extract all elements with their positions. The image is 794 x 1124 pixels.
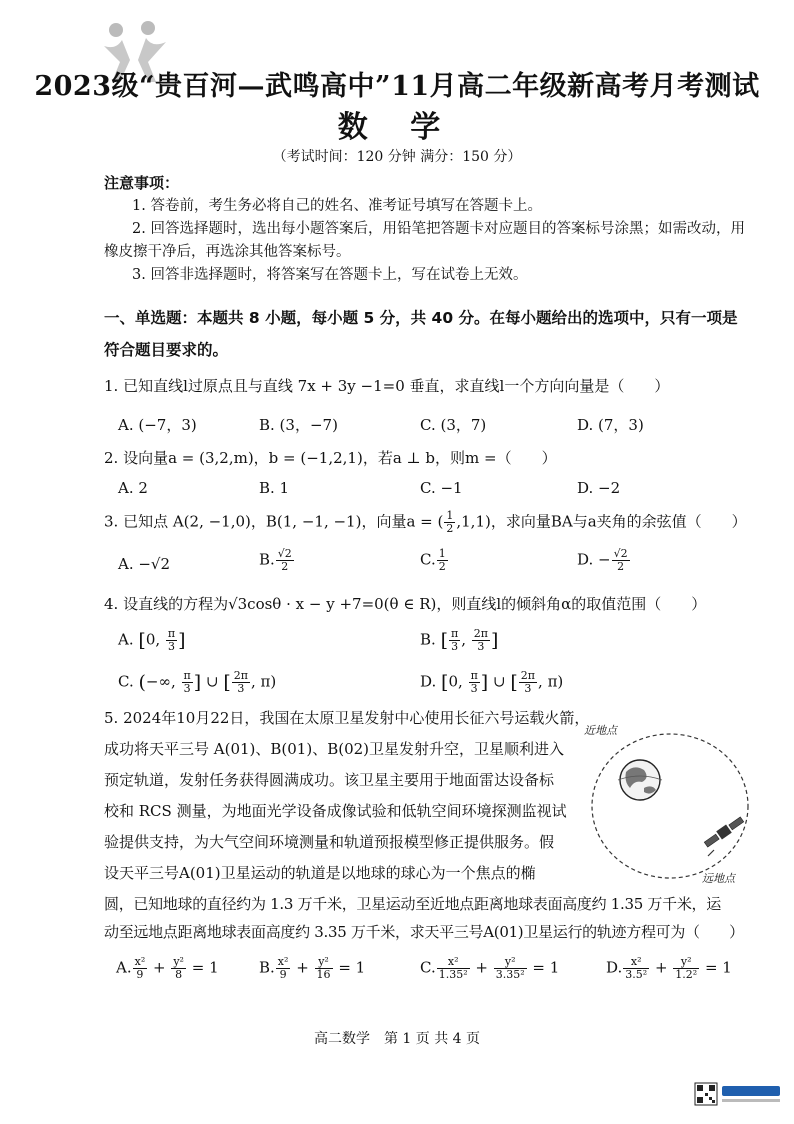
option-label: D.: [606, 958, 623, 977]
option-label: A.: [116, 958, 132, 977]
fraction-denominator: 9: [279, 968, 287, 981]
far-point-label: 远地点: [702, 872, 735, 885]
question-5-line-7: 圆，已知地球的直径约为 1.3 万千米，卫星运动至近地点距离地球表面高度约 1.35 万千米，运: [104, 895, 721, 913]
interval-end: π: [547, 672, 558, 691]
fraction-numerator: y²: [173, 955, 184, 968]
fraction-numerator: 2π: [233, 669, 248, 682]
question-4-option-b: B. [ $\frac{\pi}{3}$ , $\frac{2\pi}{3}$ ]: [420, 627, 499, 653]
notice-item-3: 3. 回答非选择题时，将答案写在答题卡上，写在试卷上无效。: [132, 267, 528, 283]
fraction-numerator: y²: [673, 956, 699, 969]
question-5-line-4: 校和 RCS 测量，为地面光学设备成像试验和低轨空间环境探测监视试: [104, 802, 567, 820]
union-symbol: ∪: [493, 672, 506, 691]
fraction-numerator: x²: [437, 956, 470, 969]
satellite-icon: [703, 815, 745, 848]
question-1-option-b: B. (3，−7): [259, 416, 338, 434]
interval-start: 0: [145, 630, 156, 649]
question-5-line-2: 成功将天平三号 A(01)、B(01)、B(02)卫星发射升空，卫星顺利进入: [104, 740, 565, 758]
fraction-numerator: 2π: [473, 627, 489, 640]
fraction-denominator: 1.2²: [675, 968, 698, 981]
question-2-option-d: D. −2: [577, 479, 621, 497]
question-5-option-c: C. $\frac{\text{x²}}{\text{1.35²}}$ + $\frac{\text{y²}}{\text{3.35²}}$ = 1: [420, 955, 560, 981]
notice-item-1: 1. 答卷前，考生务必将自己的姓名、准考证号填写在答题卡上。: [132, 198, 542, 214]
question-3-option-c: [420, 548, 449, 573]
fraction-denominator: 3: [237, 682, 245, 695]
fraction-denominator: 16: [316, 968, 331, 981]
question-2-stem: 2. 设向量a = (3,2,m)，b = (−1,2,1)，若a ⊥ b，则m =（ ）: [104, 449, 557, 467]
orbit-ellipse: [592, 734, 748, 878]
subject-title: 数 学: [337, 110, 457, 145]
interval-start: −∞: [145, 672, 171, 691]
fraction-denominator: 2: [446, 522, 454, 535]
fraction-numerator: 2π: [520, 669, 536, 682]
orbit-arrow: [708, 850, 714, 856]
question-3-stem-prefix: 3. 已知点 A(2, −1,0)，B(1, −1, −1)，向量a = (: [104, 512, 444, 531]
fraction-numerator: π: [167, 627, 176, 640]
option-label: D. −: [577, 550, 611, 569]
fraction-numerator: 1: [446, 509, 454, 522]
question-5-line-3: 预定轨道，发射任务获得圆满成功。该卫星主要用于地面雷达设备标: [104, 771, 555, 789]
question-1-option-c: C. (3，7): [420, 416, 487, 434]
question-1-option-a: A. (−7，3): [118, 416, 197, 434]
question-5-line-8: 动至远地点距离地球表面高度约 3.35 万千米，求天平三号A(01)卫星运行的轨迹方程可为（ ）: [104, 923, 744, 941]
option-label: B.: [420, 630, 436, 649]
fraction-denominator: 2: [281, 560, 289, 573]
fraction-numerator: 1: [438, 547, 446, 560]
fraction-denominator: 3: [477, 640, 485, 653]
fraction-numerator: π: [451, 627, 459, 640]
fraction-numerator: x²: [623, 956, 649, 969]
question-1-stem: 1. 已知直线l过原点且与直线 7x + 3y −1=0 垂直，求直线l一个方向向量是（ ）: [104, 377, 670, 395]
notice-item-2: 2. 回答选择题时，选出每小题答案后，用铅笔把答题卡对应题目的答案标号涂黑；如需改动，用橡皮擦干净后，再选涂其他答案标号。: [104, 221, 745, 260]
question-4-option-c: C. (−∞, $\frac{\pi}{3}$ ] ∪ [ $\frac{2\pi}{3}$ , π): [118, 669, 277, 695]
option-label: A.: [118, 630, 134, 649]
question-3-stem: [104, 510, 747, 535]
fraction-denominator: 2: [617, 560, 625, 573]
satellite-orbit-diagram: [578, 720, 758, 890]
question-4-option-d: D. [0, $\frac{\pi}{3}$ ] ∪ [ $\frac{2\pi}{3}$ , π): [420, 669, 564, 695]
fraction-numerator: x²: [134, 955, 146, 968]
fraction-numerator: x²: [277, 955, 289, 968]
scanner-badge: [694, 1082, 784, 1108]
question-4-stem: 4. 设直线的方程为√3cosθ · x − y +7=0(θ ∈ R)，则直线l的倾斜角α的取值范围（ ）: [104, 595, 707, 613]
page-title: 2023级“贵百河—武鸣高中”11月高二年级新高考月考测试: [34, 71, 760, 102]
section-heading-single-choice: [104, 302, 752, 366]
question-5-option-b: B. $\frac{\text{x²}}{9}$ + $\frac{\text{y²}}{16}$ = 1: [259, 955, 366, 981]
interval-end: π: [260, 672, 271, 691]
question-3-option-b: [259, 548, 295, 573]
notice-heading: 注意事项：: [104, 174, 180, 192]
option-label: C.: [420, 958, 436, 977]
option-label: C.: [118, 672, 134, 691]
question-2-option-b: B. 1: [259, 479, 290, 497]
fraction-denominator: 3: [451, 640, 459, 653]
fraction-numerator: π: [183, 669, 191, 682]
option-label: B.: [259, 958, 275, 977]
interval-start: 0: [448, 672, 459, 691]
fraction-numerator: π: [470, 669, 478, 682]
question-1-option-d: D. (7，3): [577, 416, 644, 434]
near-point-label: 近地点: [584, 724, 617, 737]
equation-rhs: = 1: [191, 958, 219, 977]
fraction-numerator: y²: [494, 956, 527, 969]
fraction-denominator: 8: [175, 968, 183, 981]
option-label: C.: [420, 550, 436, 569]
scanner-app-icon: [722, 1086, 780, 1096]
fraction-denominator: 3.35²: [495, 968, 525, 981]
question-5-line-6: 设天平三号A(01)卫星运动的轨道是以地球的球心为一个焦点的椭: [104, 864, 536, 882]
union-symbol: ∪: [205, 672, 219, 691]
exam-info: （考试时间：120 分钟 满分：150 分）: [272, 149, 522, 165]
page-footer: 高二数学 第 1 页 共 4 页: [313, 1031, 481, 1047]
section-heading-text: 一、单选题：本题共 8 小题，每小题 5 分，共 40 分。在每小题给出的选项中，只有一项是符合题目要求的。: [104, 309, 738, 359]
question-5-option-a: A. $\frac{\text{x²}}{9}$ + $\frac{\text{y²}}{8}$ = 1: [116, 955, 219, 981]
question-2-option-a: A. 2: [118, 479, 148, 497]
fraction-denominator: 2: [438, 560, 446, 573]
fraction-denominator: 3.5²: [625, 968, 648, 981]
fraction-denominator: 3: [470, 682, 478, 695]
equation-rhs: = 1: [338, 958, 366, 977]
question-4-option-a: A. [0, $\frac{\pi}{3}$ ]: [118, 627, 186, 653]
question-5-line-5: 验提供支持，为大气空间环境测量和轨道预报模型修正提供服务。假: [104, 833, 555, 851]
fraction-denominator: 3: [183, 682, 191, 695]
question-3-stem-suffix: ,1,1)，求向量BA与a夹角的余弦值（ ）: [456, 512, 747, 531]
fraction-one-half: [444, 510, 455, 535]
option-label: B.: [259, 550, 275, 569]
fraction-denominator: 3: [524, 682, 532, 695]
question-3-option-a: A. −√2: [118, 555, 171, 573]
equation-rhs: = 1: [704, 958, 732, 977]
fraction-numerator: y²: [315, 956, 333, 969]
fraction-numerator: √2: [613, 547, 628, 560]
qr-code-icon: [695, 1083, 717, 1105]
question-5-option-d: D. $\frac{\text{x²}}{\text{3.5²}}$ + $\frac{\text{y²}}{\text{1.2²}}$ = 1: [606, 955, 732, 981]
question-3-option-d: [577, 548, 631, 573]
option-label: D.: [420, 672, 437, 691]
fraction-numerator: √2: [277, 547, 292, 560]
fraction-denominator: 9: [136, 968, 144, 981]
equation-rhs: = 1: [532, 958, 560, 977]
fraction-denominator: 3: [168, 640, 176, 653]
fraction-denominator: 1.35²: [438, 968, 468, 981]
question-2-option-c: C. −1: [420, 479, 463, 497]
question-5-line-1: 5. 2024年10月22日，我国在太原卫星发射中心使用长征六号运载火箭，: [104, 709, 590, 727]
